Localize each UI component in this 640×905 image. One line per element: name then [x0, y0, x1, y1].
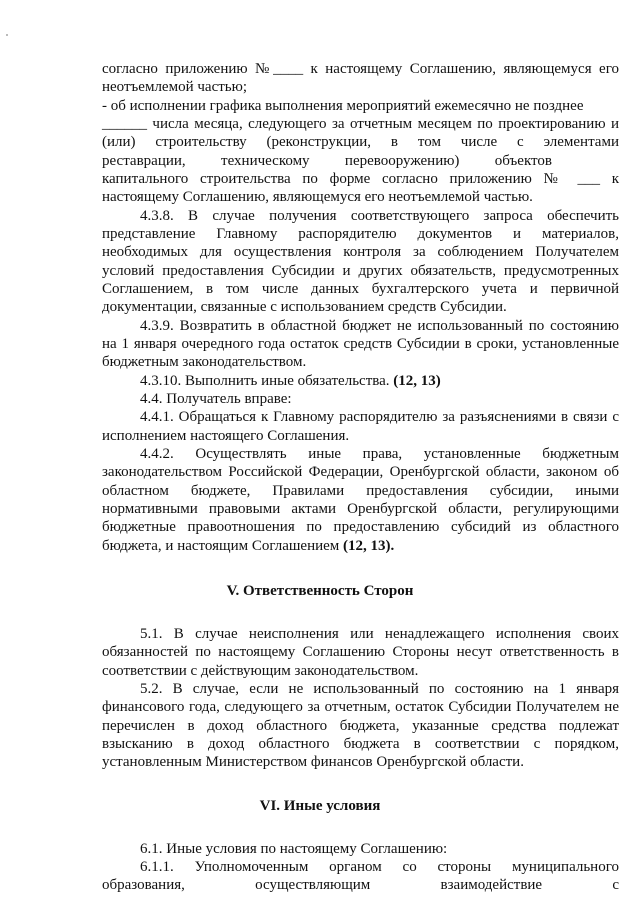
- text-line: [102, 537, 394, 556]
- text-line: перечислен в доход областного бюджета, указанные средства подлежат: [102, 718, 619, 734]
- text-line: нормативными правовыми актами Оренбургской области, регулирующими: [102, 501, 619, 517]
- clause-5-1: 5.1. В случае неисполнения или ненадлежащего исполнения своих: [140, 626, 619, 642]
- text-line: на 1 января очередного года остаток средств Субсидии в сроки, установленные: [102, 336, 619, 352]
- footnote-ref: (12, 13): [393, 373, 441, 389]
- text-line: соответствии с действующим законодательством.: [102, 663, 419, 679]
- text-line: установленным Министерством финансов Оренбургской области.: [102, 754, 524, 770]
- clause-4-3-8: 4.3.8. В случае получения соответствующего запроса обеспечить: [140, 208, 619, 224]
- clause-4-3-9: 4.3.9. Возвратить в областной бюджет не использованный по состоянию: [140, 318, 619, 334]
- clause-text: 4.3.10. Выполнить иные обязательства.: [140, 373, 390, 389]
- clause-5-2: 5.2. В случае, если не использованный по состоянию на 1 января: [140, 681, 619, 697]
- section-heading: V. Ответственность Сторон: [226, 583, 414, 599]
- text-line: бюджетные правоотношения по предоставлению субсидий из областного: [102, 519, 619, 535]
- text-line: представление Главному распорядителю документов и материалов,: [102, 226, 619, 242]
- text-line: ______ числа месяца, следующего за отчетным месяцем по проектированию и: [102, 116, 619, 132]
- text-line: финансового года, следующего за отчетным, остаток Субсидии Получателем не: [102, 699, 619, 715]
- clause-6-1: 6.1. Иные условия по настоящему Соглашению:: [140, 841, 448, 857]
- text-line: необходимых для осуществления контроля за соблюдением Получателем: [102, 244, 619, 260]
- text-line: (или) строительству (реконструкции, в том числе с элементами: [102, 134, 619, 150]
- text-line: исполнением настоящего Соглашения.: [102, 428, 350, 444]
- section-heading: VI. Иные условия: [259, 798, 381, 814]
- clause-6-1-1: 6.1.1. Уполномоченным органом со стороны муниципального: [140, 859, 619, 875]
- text-line: образования, осуществляющим взаимодействие с: [102, 877, 619, 893]
- text-line: взысканию в доход областного бюджета в соответствии с порядком,: [102, 736, 619, 752]
- text-line: документации, связанные с использованием средств Субсидии.: [102, 299, 507, 315]
- text-line: согласно приложению №____ к настоящему Соглашению, являющемуся его: [102, 61, 619, 77]
- text-line: реставрации, техническому перевооружению) объектов: [102, 153, 552, 169]
- clause-text: бюджета, и настоящим Соглашением: [102, 538, 340, 554]
- clause-4-4-1: 4.4.1. Обращаться к Главному распорядителю за разъяснениями в связи с: [140, 409, 619, 425]
- text-line: настоящему Соглашению, являющемуся его неотъемлемой частью.: [102, 189, 533, 205]
- text-line: законодательством Российской Федерации, Оренбургской области, законом об: [102, 464, 619, 480]
- clause-4-3-10: [140, 372, 441, 391]
- text-line: условий предоставления Субсидии и других обязательств, предусмотренных: [102, 263, 619, 279]
- text-line: обязанностей по настоящему Соглашению Стороны несут ответственность в: [102, 644, 619, 660]
- footnote-ref: (12, 13).: [343, 538, 395, 554]
- clause-4-4-2: 4.4.2. Осуществлять иные права, установленные бюджетным: [140, 446, 619, 462]
- text-line: капитального строительства по форме согласно приложению № ___ к: [102, 171, 619, 187]
- text-line: неотъемлемой частью;: [102, 79, 247, 95]
- text-line: областном бюджете, Правилами предоставления субсидии, иными: [102, 483, 619, 499]
- scan-mark: [6, 34, 8, 36]
- text-line: - об исполнении графика выполнения мероприятий ежемесячно не позднее: [102, 98, 584, 114]
- text-line: бюджетным законодательством.: [102, 354, 307, 370]
- clause-4-4: 4.4. Получатель вправе:: [140, 391, 292, 407]
- text-line: Соглашением, в том числе данных бухгалтерского учета и первичной: [102, 281, 619, 297]
